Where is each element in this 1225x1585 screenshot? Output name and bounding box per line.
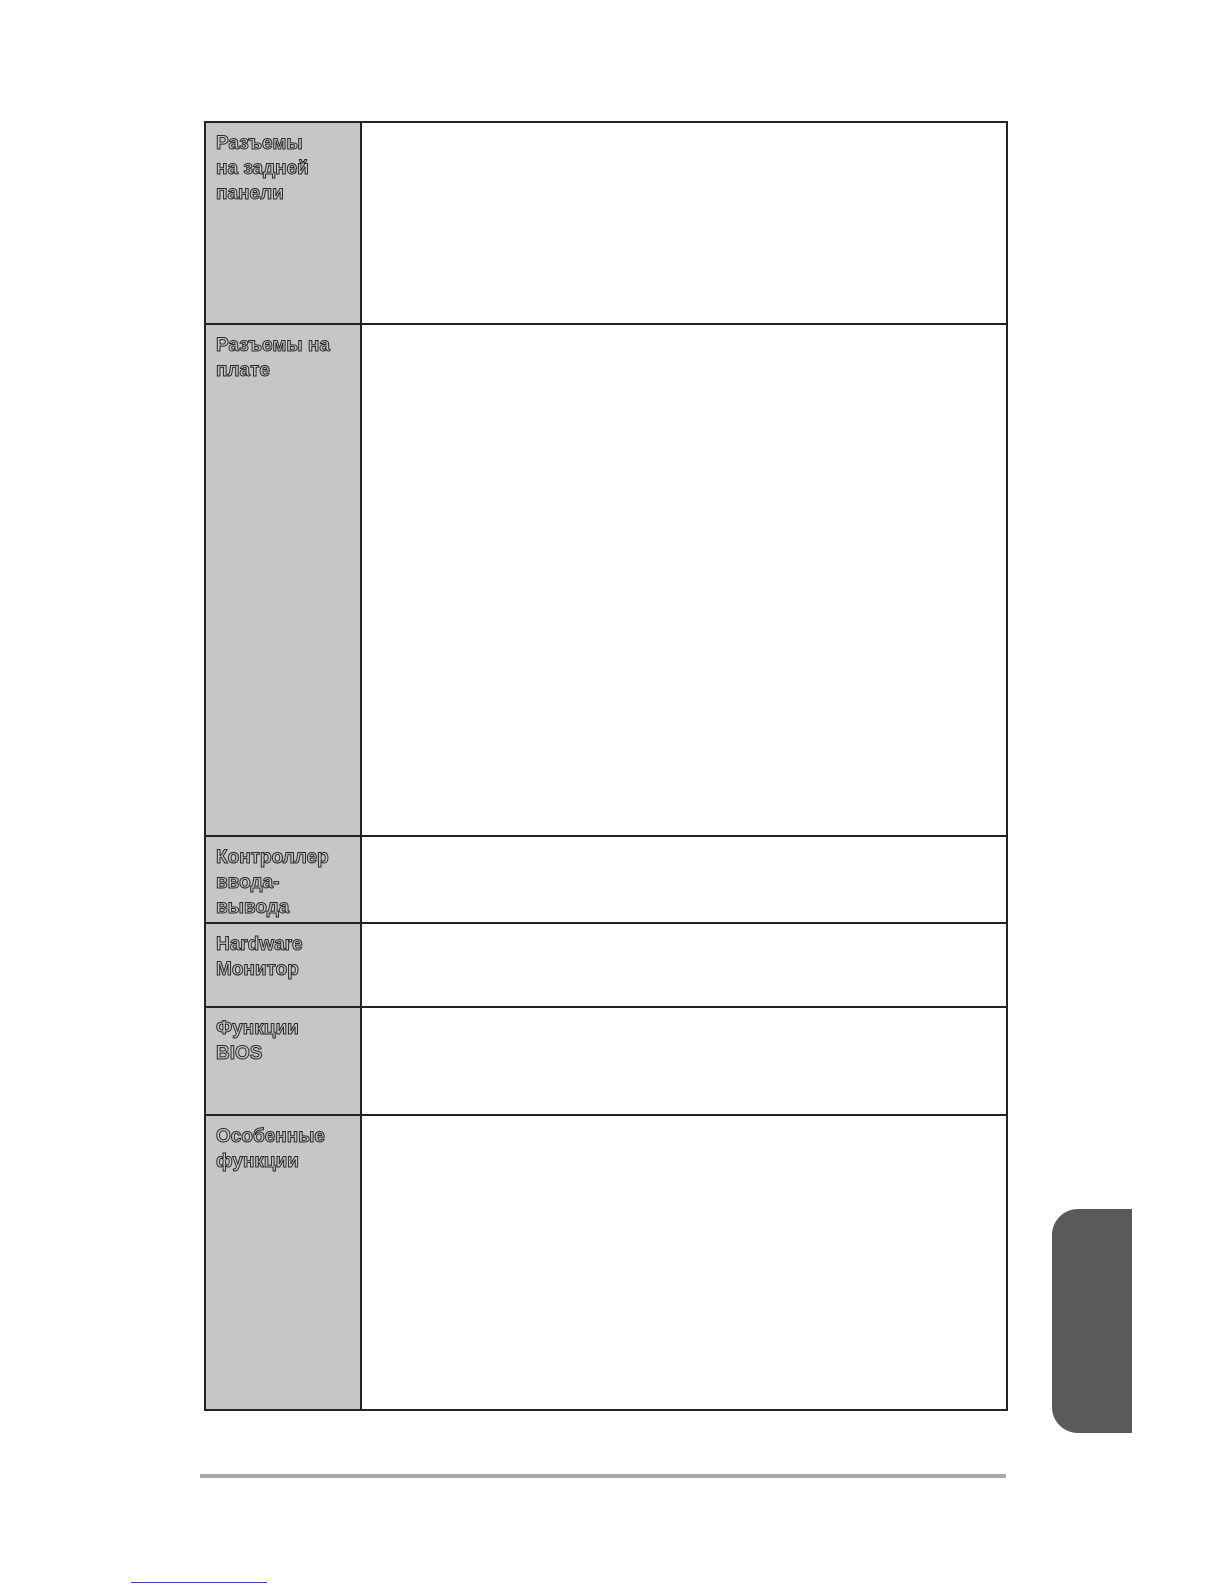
spec-row-hardware-monitor xyxy=(206,924,1006,1008)
spec-label: Контроллер ввода- вывода xyxy=(216,847,329,918)
section-tab xyxy=(1052,1209,1132,1433)
spec-table xyxy=(204,121,1008,1411)
spec-row-io-controller xyxy=(206,837,1006,924)
spec-content-cell xyxy=(362,1008,1006,1114)
footer-divider xyxy=(200,1474,1006,1478)
spec-label-cell xyxy=(206,924,362,1006)
spec-label-cell xyxy=(206,1116,362,1409)
spec-content-cell xyxy=(362,123,1006,323)
spec-row-onboard-connectors xyxy=(206,325,1006,837)
spec-label-cell xyxy=(206,325,362,835)
spec-row-bios-features xyxy=(206,1008,1006,1116)
spec-row-special-features xyxy=(206,1116,1006,1409)
spec-label: Функции BIOS xyxy=(216,1018,299,1064)
spec-label-cell xyxy=(206,123,362,323)
spec-content-cell xyxy=(362,837,1006,922)
spec-content-cell xyxy=(362,1116,1006,1409)
spec-label-cell xyxy=(206,837,362,922)
spec-label: Разъемы на задней панели xyxy=(216,133,309,204)
spec-row-rear-panel-connectors xyxy=(206,123,1006,325)
spec-label: Особенные функции xyxy=(216,1126,325,1172)
link-underline xyxy=(131,1582,267,1583)
spec-label: Разъемы на плате xyxy=(216,335,330,381)
spec-content-cell xyxy=(362,325,1006,835)
spec-label-cell xyxy=(206,1008,362,1114)
spec-label: Hardware Монитор xyxy=(216,934,303,980)
spec-content-cell xyxy=(362,924,1006,1006)
